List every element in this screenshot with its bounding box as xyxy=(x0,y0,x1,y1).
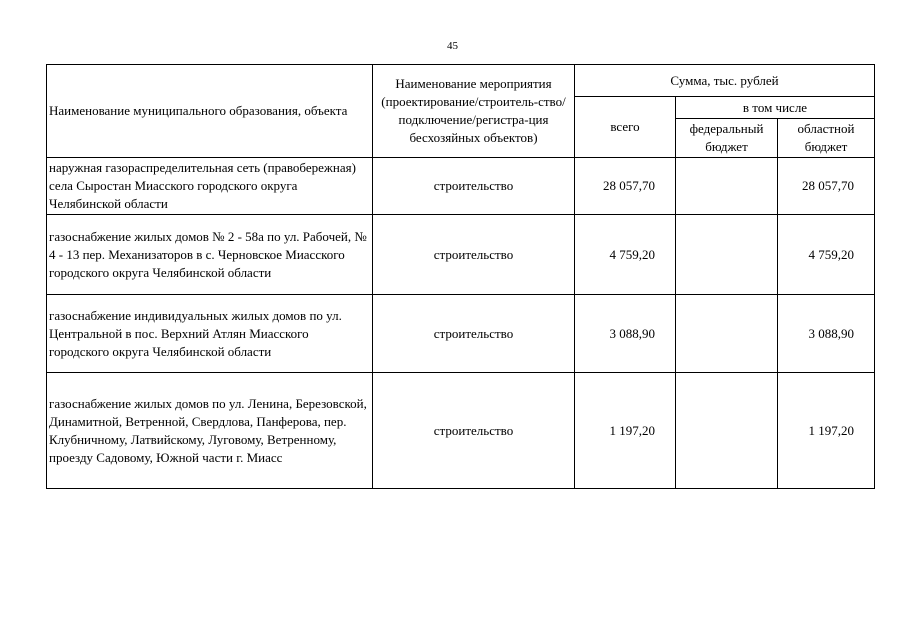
cell-event: строительство xyxy=(373,373,575,489)
cell-object: газоснабжение индивидуальных жилых домов по ул. Центральной в пос. Верхний Атлян Миасского городского округа Челябинской области xyxy=(47,295,373,373)
table-row xyxy=(47,158,875,215)
table-row xyxy=(47,215,875,295)
header-sum: Сумма, тыс. рублей xyxy=(575,65,875,97)
header-event: Наименование мероприятия (проектирование/строитель-ство/подключение/регистра-ция бесхозяйных объектов) xyxy=(373,65,575,158)
cell-object: газоснабжение жилых домов № 2 - 58а по ул. Рабочей, № 4 - 13 пер. Механизаторов в с. Черновское Миасского городского округа Челябинской области xyxy=(47,215,373,295)
cell-total: 1 197,20 xyxy=(575,373,676,489)
page-number: 45 xyxy=(447,40,458,52)
header-federal: федеральный бюджет xyxy=(676,119,778,158)
cell-total: 3 088,90 xyxy=(575,295,676,373)
table-row xyxy=(47,373,875,489)
cell-event: строительство xyxy=(373,295,575,373)
cell-total: 28 057,70 xyxy=(575,158,676,215)
cell-event: строительство xyxy=(373,215,575,295)
cell-object: газоснабжение жилых домов по ул. Ленина, Березовской, Динамитной, Ветренной, Свердлова, Панферова, пер. Клубничному, Латвийскому, Луговому, Ветренному, проезду Садовому, Южной части г. Миасс xyxy=(47,373,373,489)
header-total: всего xyxy=(575,97,676,158)
cell-event: строительство xyxy=(373,158,575,215)
table-row xyxy=(47,295,875,373)
cell-federal xyxy=(676,215,778,295)
cell-regional: 28 057,70 xyxy=(778,158,875,215)
header-including: в том числе xyxy=(676,97,875,119)
cell-regional: 1 197,20 xyxy=(778,373,875,489)
cell-federal xyxy=(676,373,778,489)
cell-federal xyxy=(676,158,778,215)
cell-object: наружная газораспределительная сеть (правобережная) села Сыростан Миасского городского округа Челябинской области xyxy=(47,158,373,215)
cell-regional: 3 088,90 xyxy=(778,295,875,373)
header-row-1 xyxy=(47,65,875,97)
cell-federal xyxy=(676,295,778,373)
cell-total: 4 759,20 xyxy=(575,215,676,295)
header-regional: областной бюджет xyxy=(778,119,875,158)
header-object: Наименование муниципального образования, объекта xyxy=(47,65,373,158)
cell-regional: 4 759,20 xyxy=(778,215,875,295)
funding-table xyxy=(46,64,875,489)
